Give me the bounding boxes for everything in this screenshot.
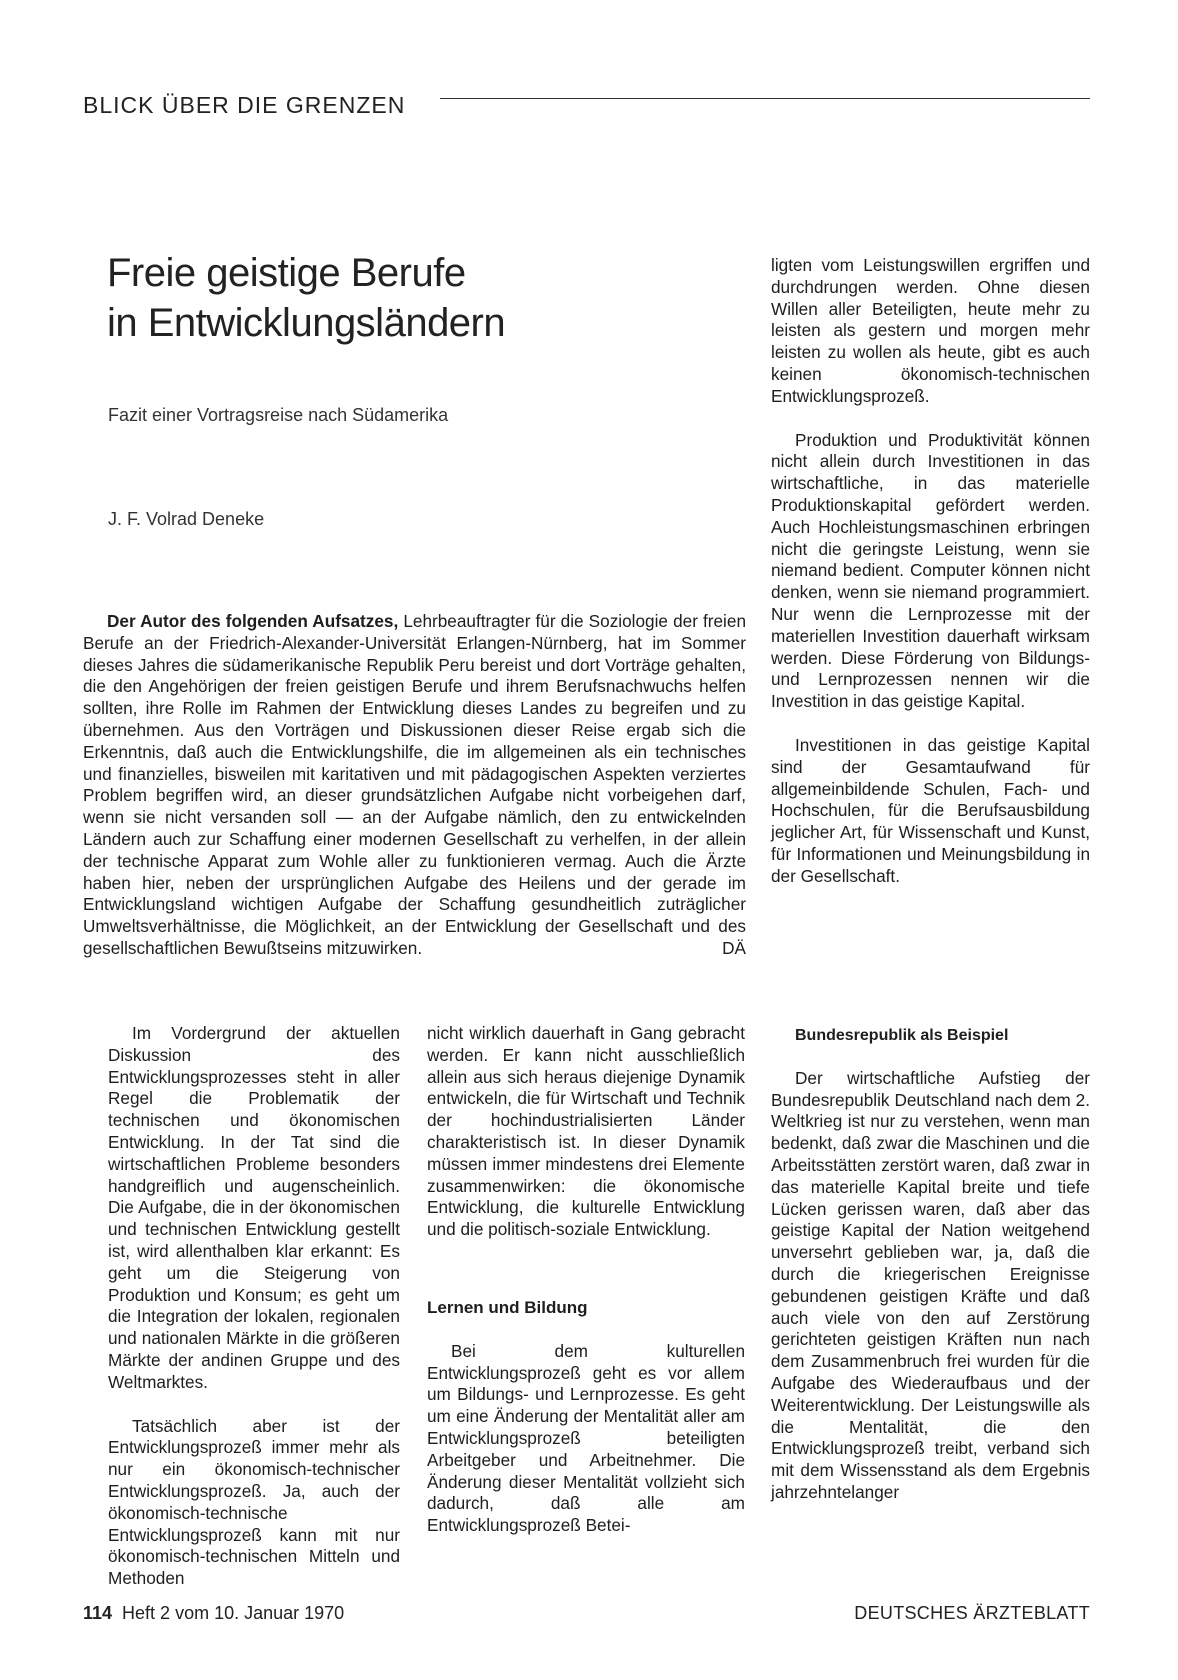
paragraph: Investitionen in das geistige Kapital sind der Gesamtaufwand für allgemeinbildende Schulen, Fach- und Hochschulen, für die Berufsausbildung jeglicher Art, für Wissenschaft und Kunst, für Informationen und Meinungsbildung in der Gesellschaft. (771, 734, 1090, 886)
paragraph: Der wirtschaftliche Aufstieg der Bundesrepublik Deutschland nach dem 2. Weltkrieg ist nur zu verstehen, wenn man bedenkt, daß zwar die Maschinen und die Arbeitsstätten zerstört waren, daß zwar in das materielle Kapital breite und tiefe Lücken gerissen waren, daß aber das geistige Kapital der Nation weitgehend unversehrt geblieben war, ja, daß die durch die kriegerischen Ereignisse gebundenen geistigen Kräfte und daß auch viele von den auf Zerstörung gerichteten geistigen Kräften nun nach dem Zusammenbruch frei wurden für die Aufgabe des Wiederaufbaus und der Weiterentwicklung. Der Leistungswille als die Mentalität, die den Entwicklungsprozeß treibt, verband sich mit dem Wissensstand als dem Ergebnis jahrzehntelanger (771, 1067, 1090, 1502)
paragraph: Bei dem kulturellen Entwicklungsprozeß geht es vor allem um Bildungs- und Lernprozesse. Es geht um eine Änderung der Mentalität aller am Entwicklungsprozeß beteiligten Arbeitgeber und Arbeitnehmer. Die Änderung dieser Mentalität vollzieht sich dadurch, daß alle am Entwicklungsprozeß Betei- (427, 1340, 745, 1536)
article-author: J. F. Volrad Deneke (108, 509, 265, 529)
paragraph: ligten vom Leistungswillen ergriffen und durchdrungen werden. Ohne diesen Willen aller Beteiligten, heute mehr zu leisten als gestern und morgen mehr leisten zu wollen als heute, gibt es auch keinen ökonomisch-technischen Entwicklungsprozeß. (771, 255, 1090, 406)
section-header: BLICK ÜBER DIE GRENZEN (83, 92, 406, 118)
column-middle (427, 1023, 745, 1537)
paragraph: Im Vordergrund der aktuellen Diskussion des Entwicklungsprozesses steht in aller Regel die Problematik der technischen und ökonomischen Entwicklung. In der Tat sind die wirtschaftlichen Probleme besonders handgreiflich und augenscheinlich. Die Aufgabe, die in der ökonomischen und technischen Entwicklung gestellt ist, wird allenthalben klar erkannt: Es geht um die Steigerung von Produktion und Konsum; es geht um die Integration der lokalen, regionalen und nationalen Märkte in die größeren Märkte der andinen Gruppe und des Weltmarktes. (108, 1023, 400, 1392)
intro-abstract (83, 611, 746, 960)
column-left (108, 1023, 400, 1590)
journal-name: DEUTSCHES ÄRZTEBLATT (854, 1603, 1090, 1623)
title-line-2: in Entwicklungsländern (107, 301, 506, 345)
intro-signature: DÄ (722, 937, 746, 958)
title-line-1: Freie geistige Berufe (107, 251, 466, 295)
column-right-bottom (771, 1023, 1090, 1504)
column-right-top (771, 255, 1090, 888)
article-title (107, 248, 707, 348)
page-number: 114 (83, 1603, 113, 1623)
paragraph: nicht wirklich dauerhaft in Gang gebracht werden. Er kann nicht ausschließlich allein aus sich heraus diejenige Dynamik entwickeln, die für Wirtschaft und Technik der hochindustrialisierten Länder charakteristisch ist. In dieser Dynamik müssen immer mindestens drei Elemente zusammenwirken: die ökonomische Entwicklung, die kulturelle Entwicklung und die politisch-soziale Entwicklung. (427, 1023, 745, 1240)
intro-lead: Der Autor des folgenden Aufsatzes, (107, 611, 399, 631)
paragraph: Produktion und Produktivität können nicht allein durch Investitionen in das wirtschaftliche, in das materielle Produktionskapital gefördert werden. Auch Hochleistungsmaschinen erbringen nicht die geringste Leistung, wenn sie niemand bedient. Computer können nicht denken, wenn sie niemand programmiert. Nur wenn die Lernprozesse mit der materiellen Investition dauerhaft wirksam werden. Diese Förderung von Bildungs- und Lernprozessen nennen wir die Investition in das geistige Kapital. (771, 429, 1090, 712)
intro-paragraph (83, 611, 746, 960)
section-heading-lernen: Lernen und Bildung (427, 1297, 588, 1317)
intro-body: Lehrbeauftragter für die Soziologie der freien Berufe an der Friedrich-Alexander-Universität Erlangen-Nürnberg, hat im Sommer dieses Jahres die südamerikanische Republik Peru bereist und dort Vorträge gehalten, die den Angehörigen der freien geistigen Berufe und ihrem Berufsnachwuchs helfen sollten, ihre Rolle im Rahmen der Entwicklung dieses Landes zu begreifen und zu übernehmen. Aus den Vorträgen und Diskussionen dieser Reise ergab sich die Erkenntnis, daß auch die Entwicklungshilfe, die im allgemeinen als ein technisches und finanzielles, bisweilen mit karitativen und mit pädagogischen Aspekten verziertes Problem begriffen wird, an dieser grundsätzlichen Aufgabe nicht vorbeigehen darf, wenn sie nicht versanden soll — an der Aufgabe nämlich, den zu entwickelnden Ländern auch zur Schaffung einer modernen Gesellschaft zu verhelfen, in der allein der technische Apparat zum Wohle aller zu funktionieren vermag. Auch die Ärzte haben hier, neben der ursprünglichen Aufgabe des Heilens und der gerade im Entwicklungsland wichtigen Aufgabe der Schaffung gesundheitlich zuträglicher Umweltsverhältnisse, die Möglichkeit, an der Entwicklung der Gesellschaft und des gesellschaftlichen Bewußtseins mitzuwirken. (83, 611, 746, 958)
paragraph: Tatsächlich aber ist der Entwicklungsprozeß immer mehr als nur ein ökonomisch-technischer Entwicklungsprozeß. Ja, auch der ökonomisch-technische Entwicklungsprozeß kann mit nur ökonomisch-technischen Mitteln und Methoden (108, 1415, 400, 1589)
issue-info: Heft 2 vom 10. Januar 1970 (122, 1603, 345, 1623)
article-subtitle: Fazit einer Vortragsreise nach Südamerika (108, 405, 449, 425)
header-rule (440, 98, 1090, 99)
footer-left (83, 1603, 344, 1624)
section-heading-bundesrepublik: Bundesrepublik als Beispiel (795, 1027, 1009, 1044)
